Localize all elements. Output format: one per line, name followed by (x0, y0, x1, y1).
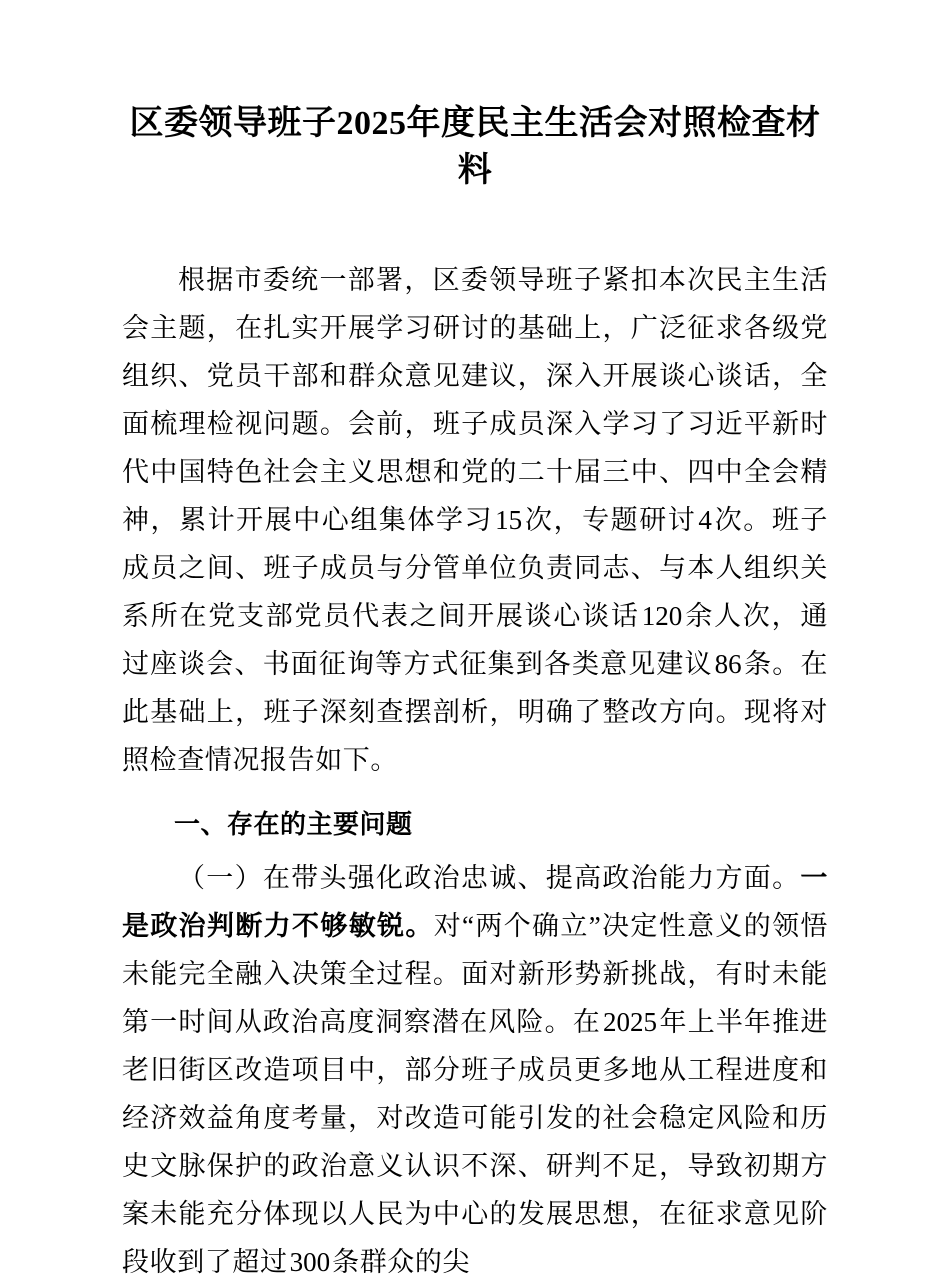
paragraph-spacer (122, 784, 828, 800)
numeric-run: 120 (641, 601, 683, 631)
numeric-run: 300 (289, 1247, 331, 1277)
text-run: 年上半年推进老旧街区改造项目中，部分班子成员更多地从工程进度和经济效益角度考量，对改造可能引发的社会稳定风险和历史文脉保护的政治意义认识不深、研判不足，导致初期方案未能充分体现以人民为中心的发展思想，在征求意见阶段收到了超过 (122, 1007, 828, 1277)
subsection-one-paragraph (122, 854, 828, 1286)
text-run: 余人次，通过座谈会、书面征询等方式征集到各类意见建议 (122, 601, 828, 679)
text-run: 次。班子成员之间、班子成员与分管单位负责同志、与本人组织关系所在党支部党员代表之间开展谈心谈话 (122, 505, 828, 631)
title-spacer (122, 194, 828, 256)
numeric-run: 2025 (602, 1007, 657, 1037)
numeric-run: 15 (495, 505, 523, 535)
intro-paragraph (122, 256, 828, 784)
section-heading-main-problems: 一、存在的主要问题 (174, 809, 413, 839)
numeric-run: 86 (714, 649, 742, 679)
text-run: 对“两个确立”决定性意义的领悟未能完全融入决策全过程。面对新形势新挑战，有时未能第一时间从政治高度洞察潜在风险。在 (122, 911, 829, 1037)
text-run: 条。在此基础上，班子深刻查摆剖析，明确了整改方向。现将对照检查情况报告如下。 (122, 649, 828, 775)
text-run: 根据市委统一部署，区委领导班子紧扣本次民主生活会主题，在扎实开展学习研讨的基础上，广泛征求各级党组织、党员干部和群众意见建议，深入开展谈心谈话，全面梳理检视问题。会前，班子成员深入学习了习近平新时代中国特色社会主义思想和党的二十届三中、四中全会精神，累计开展中心组集体学习 (122, 265, 828, 535)
text-run: 次，专题研讨 (524, 505, 697, 535)
text-run: 条群众的尖 (332, 1247, 471, 1277)
emphasis-run: 一是政治判断力不够敏锐。 (122, 863, 828, 941)
document-title: 区委领导班子2025年度民主生活会对照检查材料 (129, 105, 821, 189)
text-run: （一）在带头强化政治忠诚、提高政治能力方面。 (178, 863, 801, 893)
numeric-run: 4 (698, 505, 712, 535)
